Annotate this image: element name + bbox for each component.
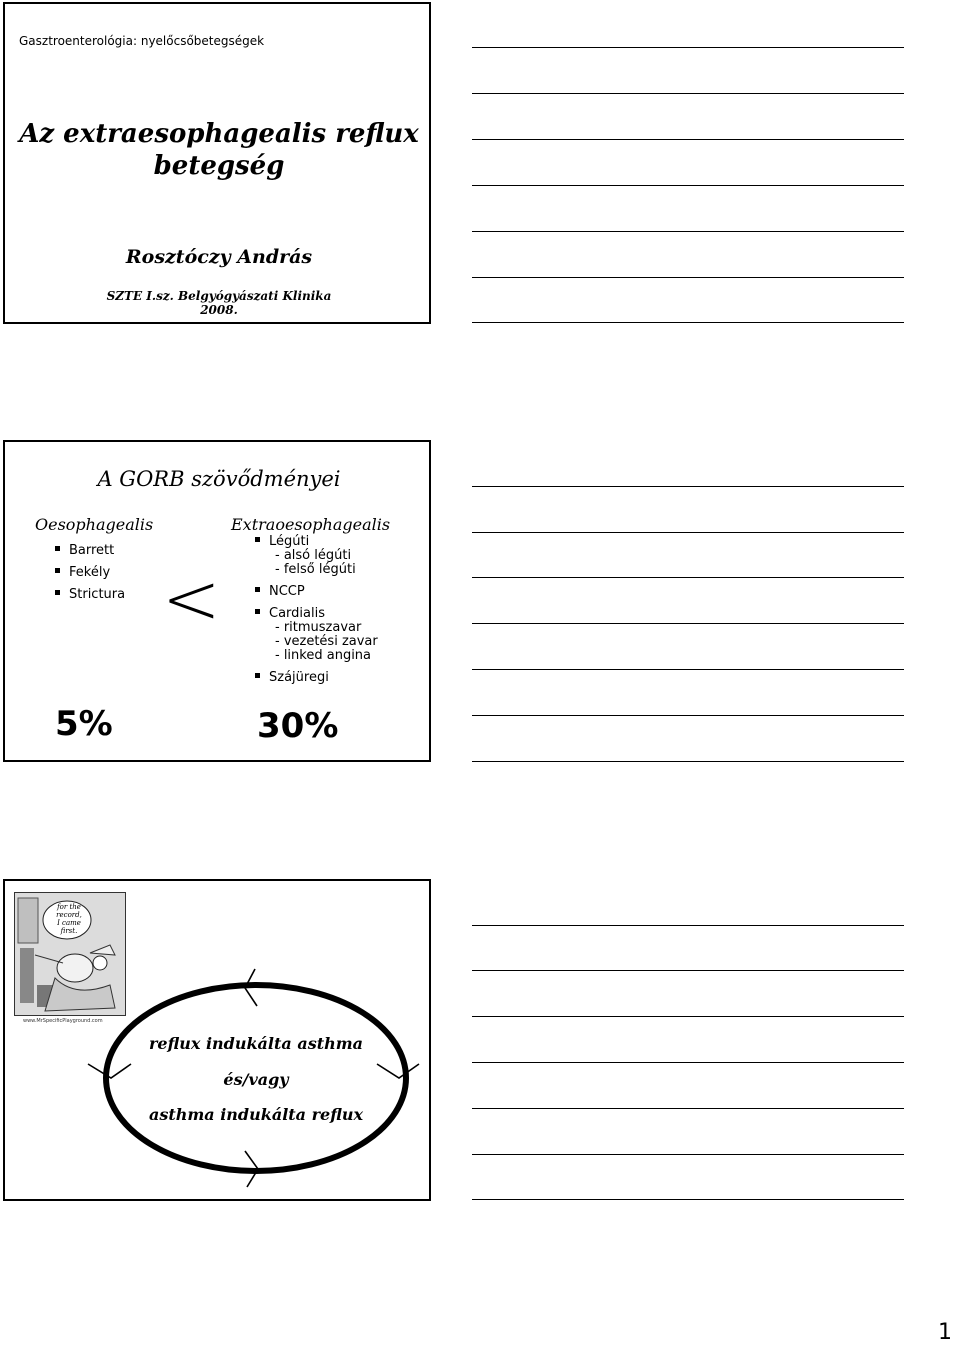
note-line xyxy=(472,322,904,323)
speech-bubble: for the record, I came first. xyxy=(56,903,82,935)
bullet-icon xyxy=(255,609,260,614)
note-line xyxy=(472,486,904,487)
list-item: Légúti xyxy=(255,535,378,549)
bullet-icon xyxy=(255,587,260,592)
list-item: Barrett xyxy=(55,540,125,562)
note-line xyxy=(472,277,904,278)
note-line xyxy=(472,715,904,716)
sub-item: - ritmuszavar xyxy=(275,620,362,635)
note-line xyxy=(472,1199,904,1200)
note-line xyxy=(472,970,904,971)
slide-title: A GORB szövődményei xyxy=(97,467,341,491)
left-percent: 5% xyxy=(55,704,113,744)
sub-item: - vezetési zavar xyxy=(275,634,378,649)
institution: SZTE I.sz. Belgyógyászati Klinika xyxy=(106,289,332,303)
note-line xyxy=(472,1154,904,1155)
sub-item: - linked angina xyxy=(275,648,372,663)
list-item: Cardialis xyxy=(255,607,378,621)
slide-title xyxy=(5,118,433,182)
note-line xyxy=(472,761,904,762)
note-line xyxy=(472,1062,904,1063)
note-line xyxy=(472,623,904,624)
list-item: Fekély xyxy=(55,562,125,584)
notes-area xyxy=(472,0,904,1345)
bullet-icon xyxy=(255,537,260,542)
author: Rosztóczy András xyxy=(125,246,313,268)
cycle-line-1: reflux indukálta asthma xyxy=(148,1034,364,1053)
note-line xyxy=(472,47,904,48)
note-line xyxy=(472,1016,904,1017)
note-line xyxy=(472,669,904,670)
note-line xyxy=(472,185,904,186)
year: 2008. xyxy=(200,303,238,317)
left-heading: Oesophagealis xyxy=(35,515,154,534)
title-line-2: betegség xyxy=(153,151,285,181)
bullet-icon xyxy=(55,590,60,595)
sub-item: - alsó légúti xyxy=(275,548,352,563)
cycle-line-3: asthma indukálta reflux xyxy=(148,1105,364,1124)
page-number: 1 xyxy=(938,1320,952,1345)
bullet-icon xyxy=(55,568,60,573)
bullet-icon xyxy=(255,673,260,678)
list-item: Strictura xyxy=(55,584,125,606)
list-item: Szájüregi xyxy=(255,671,378,685)
note-line xyxy=(472,139,904,140)
bullet-icon xyxy=(55,546,60,551)
title-line-1: Az extraesophagealis reflux xyxy=(19,119,419,149)
note-line xyxy=(472,925,904,926)
note-line xyxy=(472,1108,904,1109)
less-than-symbol: < xyxy=(162,558,221,640)
right-list xyxy=(255,535,378,685)
list-item: NCCP xyxy=(255,585,378,599)
cycle-line-2: és/vagy xyxy=(223,1070,289,1089)
note-line xyxy=(472,231,904,232)
note-line xyxy=(472,93,904,94)
slide-3 xyxy=(3,879,431,1201)
cartoon-url: www.MrSpecificPlayground.com xyxy=(23,1018,103,1024)
slide-1 xyxy=(3,2,431,324)
note-line xyxy=(472,577,904,578)
note-line xyxy=(472,532,904,533)
institution-block xyxy=(5,289,433,317)
slide-2 xyxy=(3,440,431,762)
sub-item: - felső légúti xyxy=(275,562,356,577)
slide-header: Gasztroenterológia: nyelőcsőbetegségek xyxy=(19,34,265,48)
left-list xyxy=(55,540,125,606)
right-percent: 30% xyxy=(257,706,339,746)
right-heading: Extraoesophagealis xyxy=(231,515,391,534)
